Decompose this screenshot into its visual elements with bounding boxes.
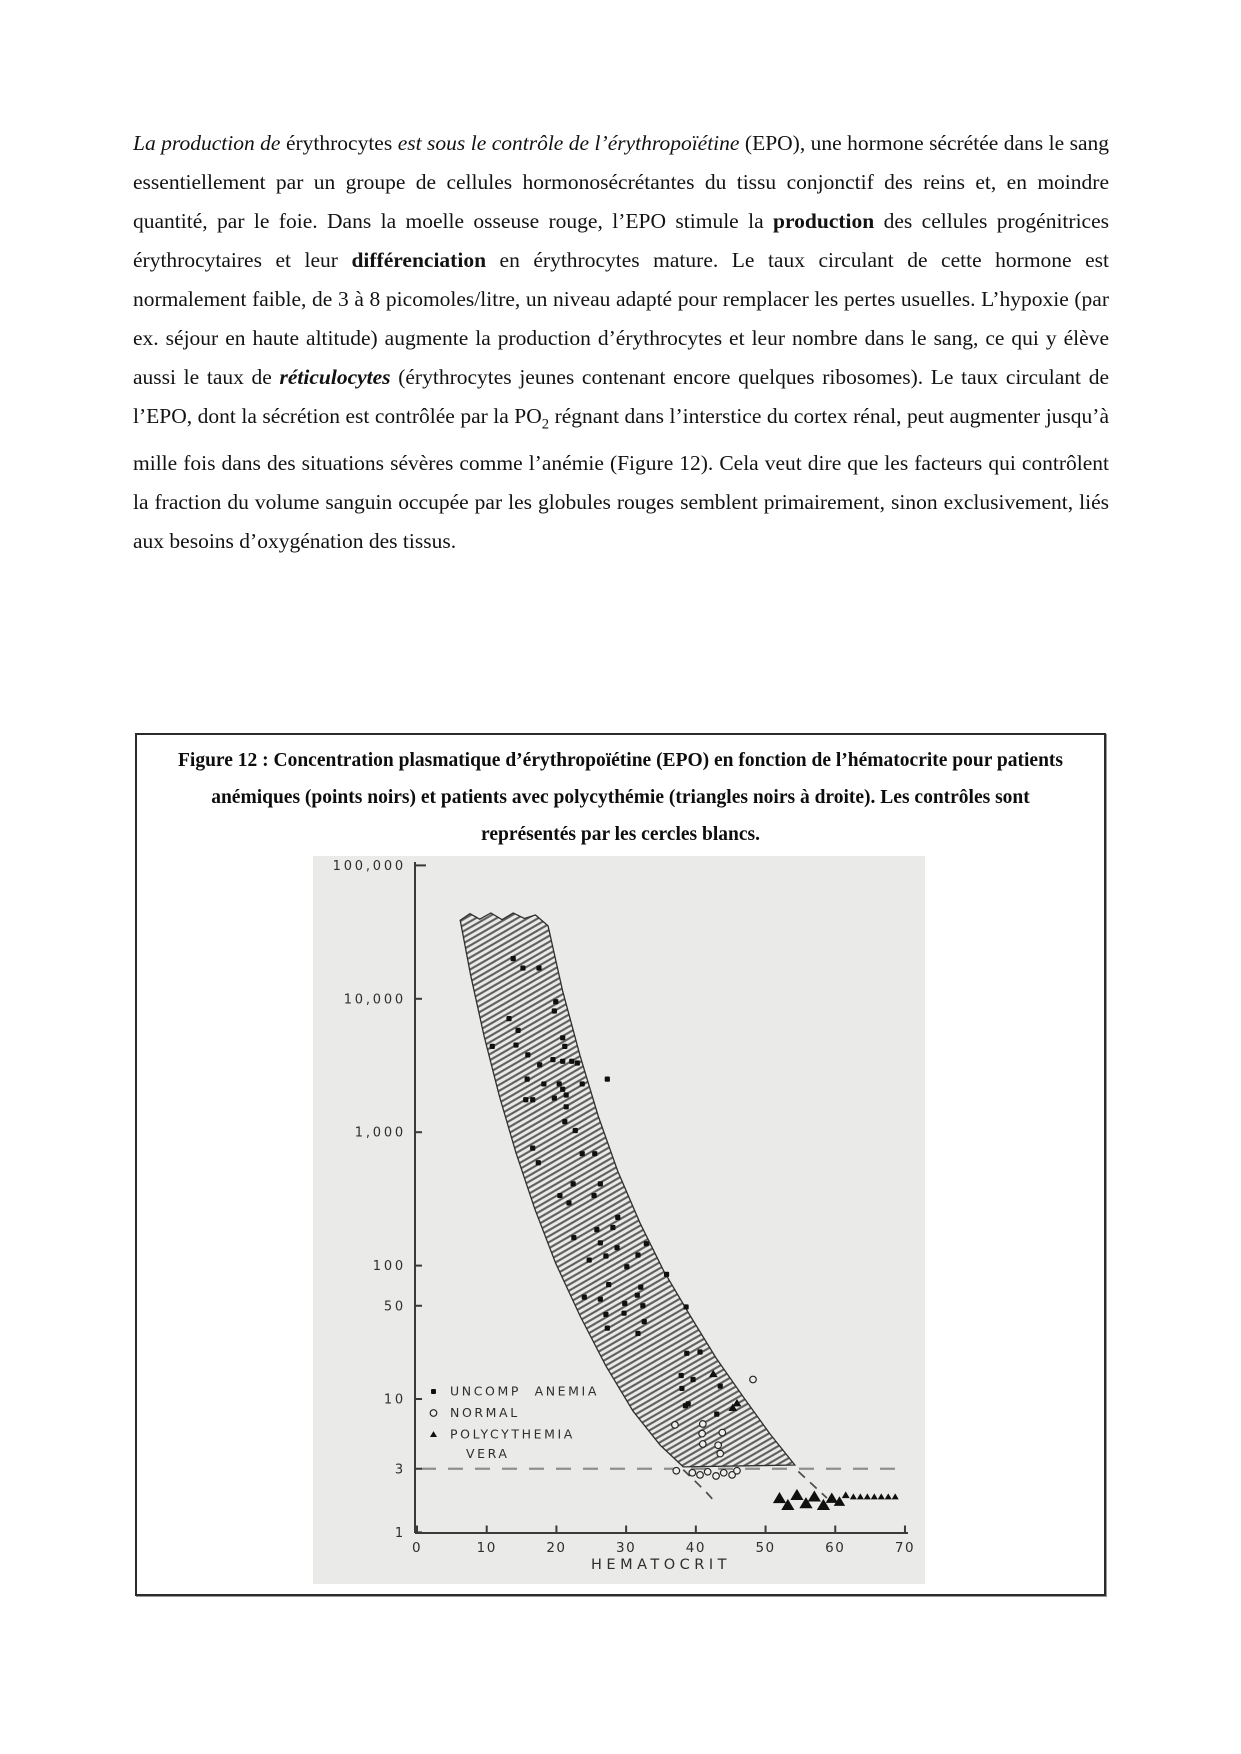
- y-tick-label: 100: [372, 1259, 406, 1275]
- data-point-normal: [734, 1467, 741, 1474]
- data-point-anemia: [635, 1252, 640, 1257]
- data-point-anemia: [587, 1257, 592, 1262]
- paragraph-segment: La production de: [133, 131, 286, 155]
- y-tick-label: 1: [394, 1525, 406, 1541]
- data-point-anemia: [714, 1412, 719, 1417]
- data-point-polycythemia: [864, 1493, 871, 1499]
- y-tick-label: 1,000: [354, 1125, 406, 1141]
- data-point-anemia: [560, 1059, 565, 1064]
- data-point-anemia: [679, 1386, 684, 1391]
- data-point-anemia: [622, 1301, 627, 1306]
- data-point-normal: [673, 1467, 680, 1474]
- data-point-normal: [715, 1442, 722, 1449]
- chart-scan-area: [313, 856, 925, 1584]
- data-point-polycythemia: [842, 1491, 850, 1498]
- data-point-anemia: [664, 1272, 669, 1277]
- data-point-polycythemia: [871, 1493, 878, 1499]
- data-point-anemia: [530, 1145, 535, 1150]
- data-point-anemia: [564, 1092, 569, 1097]
- epo-hematocrit-chart: [313, 856, 925, 1584]
- data-point-polycythemia: [808, 1490, 821, 1501]
- x-axis-title: HEMATOCRIT: [591, 1557, 731, 1573]
- data-point-polycythemia: [790, 1489, 803, 1500]
- data-point-anemia: [537, 1062, 542, 1067]
- paragraph-segment: des cellules progénitrices érythrocytaires et leur: [133, 209, 1109, 272]
- data-point-anemia: [564, 1104, 569, 1109]
- data-point-anemia: [557, 1081, 562, 1086]
- data-point-anemia: [580, 1151, 585, 1156]
- data-point-normal: [720, 1469, 727, 1476]
- data-point-anemia: [530, 1097, 535, 1102]
- paragraph-segment: réticulocytes: [279, 365, 391, 389]
- paragraph-segment: en érythrocytes mature. Le taux circulant de cette hormone est normalement faible, de 3 à 8 picomoles/litre, un niveau adapté pour remplacer les pertes usuelles. L’hypoxie (par ex. séjour en haute altitude) augmente la production d’érythrocytes et leur nombre dans le sang, ce qui y élève aussi le taux de: [133, 248, 1109, 389]
- data-point-anemia: [642, 1319, 647, 1324]
- data-point-anemia: [718, 1383, 723, 1388]
- data-point-anemia: [560, 1035, 565, 1040]
- data-point-anemia: [566, 1200, 571, 1205]
- data-point-anemia: [553, 999, 558, 1004]
- paragraph-segment: régnant dans l’interstice du cortex rénal, peut augmenter jusqu’à mille fois dans des situations sévères comme l’anémie (Figure 12). Cela veut dire que les facteurs qui contrôlent la fraction du volume sanguin occupée par les globules rouges semblent primairement, sinon exclusivement, liés aux besoins d’oxygénation des tissus.: [133, 404, 1109, 554]
- data-point-anemia: [552, 1096, 557, 1101]
- data-point-anemia: [536, 965, 541, 970]
- x-tick-label: 30: [616, 1540, 637, 1556]
- x-tick-label: 10: [476, 1540, 497, 1556]
- intro-paragraph: [133, 124, 1109, 561]
- data-point-normal: [719, 1429, 726, 1436]
- data-point-anemia: [536, 1160, 541, 1165]
- data-point-anemia: [592, 1151, 597, 1156]
- figure-caption: Figure 12 : Concentration plasmatique d’érythropoïétine (EPO) en fonction de l’hématocrite pour patients anémiques (points noirs) et patients avec polycythémie (triangles noirs à droite). Les contrôles sont représentés par les cercles blancs.: [177, 750, 1063, 845]
- paragraph-segment: différenciation: [351, 248, 487, 272]
- data-point-anemia: [562, 1044, 567, 1049]
- data-point-anemia: [621, 1311, 626, 1316]
- data-point-anemia: [515, 1028, 520, 1033]
- data-point-normal: [689, 1469, 696, 1476]
- legend-triangle-marker: [430, 1431, 437, 1437]
- data-point-anemia: [610, 1225, 615, 1230]
- x-tick-label: 0: [411, 1540, 423, 1556]
- data-point-anemia: [635, 1331, 640, 1336]
- data-point-anemia: [603, 1312, 608, 1317]
- legend-label: VERA: [466, 1446, 510, 1461]
- data-point-anemia: [523, 1097, 528, 1102]
- figure-box: [135, 733, 1106, 1596]
- data-point-anemia: [690, 1377, 695, 1382]
- x-tick-label: 20: [546, 1540, 567, 1556]
- data-point-anemia: [506, 1016, 511, 1021]
- data-point-anemia: [525, 1077, 530, 1082]
- data-point-anemia: [640, 1303, 645, 1308]
- data-point-anemia: [490, 1044, 495, 1049]
- data-point-anemia: [606, 1282, 611, 1287]
- legend-dot-marker: [431, 1389, 436, 1394]
- data-point-anemia: [683, 1403, 688, 1408]
- data-point-normal: [750, 1376, 757, 1383]
- paragraph-segment: (EPO), une hormone sécrétée dans le sang essentiellement par un groupe de cellules hormonosécrétantes du tissu conjonctif des reins et, en moindre quantité, par le foie. Dans la moelle osseuse rouge, l’EPO stimule la: [133, 131, 1109, 233]
- data-point-polycythemia: [878, 1493, 885, 1499]
- data-point-anemia: [560, 1087, 565, 1092]
- data-point-anemia: [624, 1264, 629, 1269]
- data-point-anemia: [614, 1245, 619, 1250]
- data-point-anemia: [598, 1181, 603, 1186]
- data-point-normal: [704, 1468, 711, 1475]
- data-point-anemia: [569, 1059, 574, 1064]
- data-point-anemia: [513, 1042, 518, 1047]
- data-point-anemia: [591, 1193, 596, 1198]
- data-point-anemia: [562, 1119, 567, 1124]
- paragraph-segment: (érythrocytes jeunes contenant encore quelques ribosomes). Le taux circulant de l’EPO, dont la sécrétion est contrôlée par la PO: [133, 365, 1109, 428]
- data-point-anemia: [635, 1293, 640, 1298]
- data-point-anemia: [571, 1235, 576, 1240]
- data-point-anemia: [683, 1304, 688, 1309]
- data-point-polycythemia: [773, 1492, 786, 1503]
- legend-label: NORMAL: [450, 1405, 520, 1420]
- data-point-normal: [700, 1441, 707, 1448]
- data-point-anemia: [582, 1295, 587, 1300]
- data-point-anemia: [684, 1351, 689, 1356]
- data-point-polycythemia: [826, 1492, 838, 1502]
- data-point-anemia: [594, 1227, 599, 1232]
- y-tick-label: 10: [383, 1392, 406, 1408]
- x-tick-label: 50: [755, 1540, 776, 1556]
- data-point-polycythemia: [892, 1493, 899, 1499]
- data-point-anemia: [520, 965, 525, 970]
- data-point-anemia: [571, 1181, 576, 1186]
- paragraph-segment: est sous le contrôle de l’érythropoïétine: [397, 131, 745, 155]
- data-point-anemia: [615, 1215, 620, 1220]
- data-point-anemia: [605, 1077, 610, 1082]
- data-point-normal: [713, 1473, 720, 1480]
- legend-circle-marker: [430, 1410, 437, 1417]
- data-point-normal: [672, 1422, 679, 1429]
- data-point-normal: [717, 1450, 724, 1457]
- data-point-anemia: [638, 1284, 643, 1289]
- legend-label: UNCOMP ANEMIA: [450, 1383, 599, 1399]
- data-point-anemia: [598, 1240, 603, 1245]
- data-point-anemia: [573, 1128, 578, 1133]
- y-tick-label: 100,000: [332, 858, 406, 874]
- x-tick-label: 60: [825, 1540, 846, 1556]
- data-point-normal: [697, 1472, 704, 1479]
- data-point-normal: [699, 1430, 706, 1437]
- legend-label: POLYCYTHEMIA: [450, 1426, 575, 1442]
- data-point-anemia: [525, 1052, 530, 1057]
- y-tick-label: 10,000: [343, 992, 406, 1008]
- data-point-anemia: [557, 1193, 562, 1198]
- data-point-anemia: [679, 1373, 684, 1378]
- x-tick-label: 70: [894, 1540, 916, 1556]
- paragraph-segment: érythrocytes: [285, 131, 398, 155]
- x-tick-label: 40: [685, 1540, 706, 1556]
- paragraph-segment: 2: [541, 416, 550, 433]
- data-point-anemia: [603, 1253, 608, 1258]
- data-point-anemia: [511, 956, 516, 961]
- data-point-anemia: [697, 1349, 702, 1354]
- data-point-anemia: [605, 1326, 610, 1331]
- data-point-anemia: [575, 1060, 580, 1065]
- paragraph-segment: production: [773, 209, 875, 233]
- data-point-anemia: [580, 1081, 585, 1086]
- y-tick-label: 50: [383, 1299, 406, 1315]
- data-point-polycythemia: [885, 1493, 892, 1499]
- data-point-anemia: [552, 1008, 557, 1013]
- data-point-polycythemia: [850, 1493, 857, 1499]
- data-point-anemia: [598, 1297, 603, 1302]
- y-tick-label: 3: [394, 1462, 406, 1478]
- data-point-anemia: [541, 1081, 546, 1086]
- data-point-anemia: [550, 1057, 555, 1062]
- data-point-normal: [700, 1421, 707, 1428]
- data-point-polycythemia: [857, 1493, 864, 1499]
- data-point-anemia: [644, 1241, 649, 1246]
